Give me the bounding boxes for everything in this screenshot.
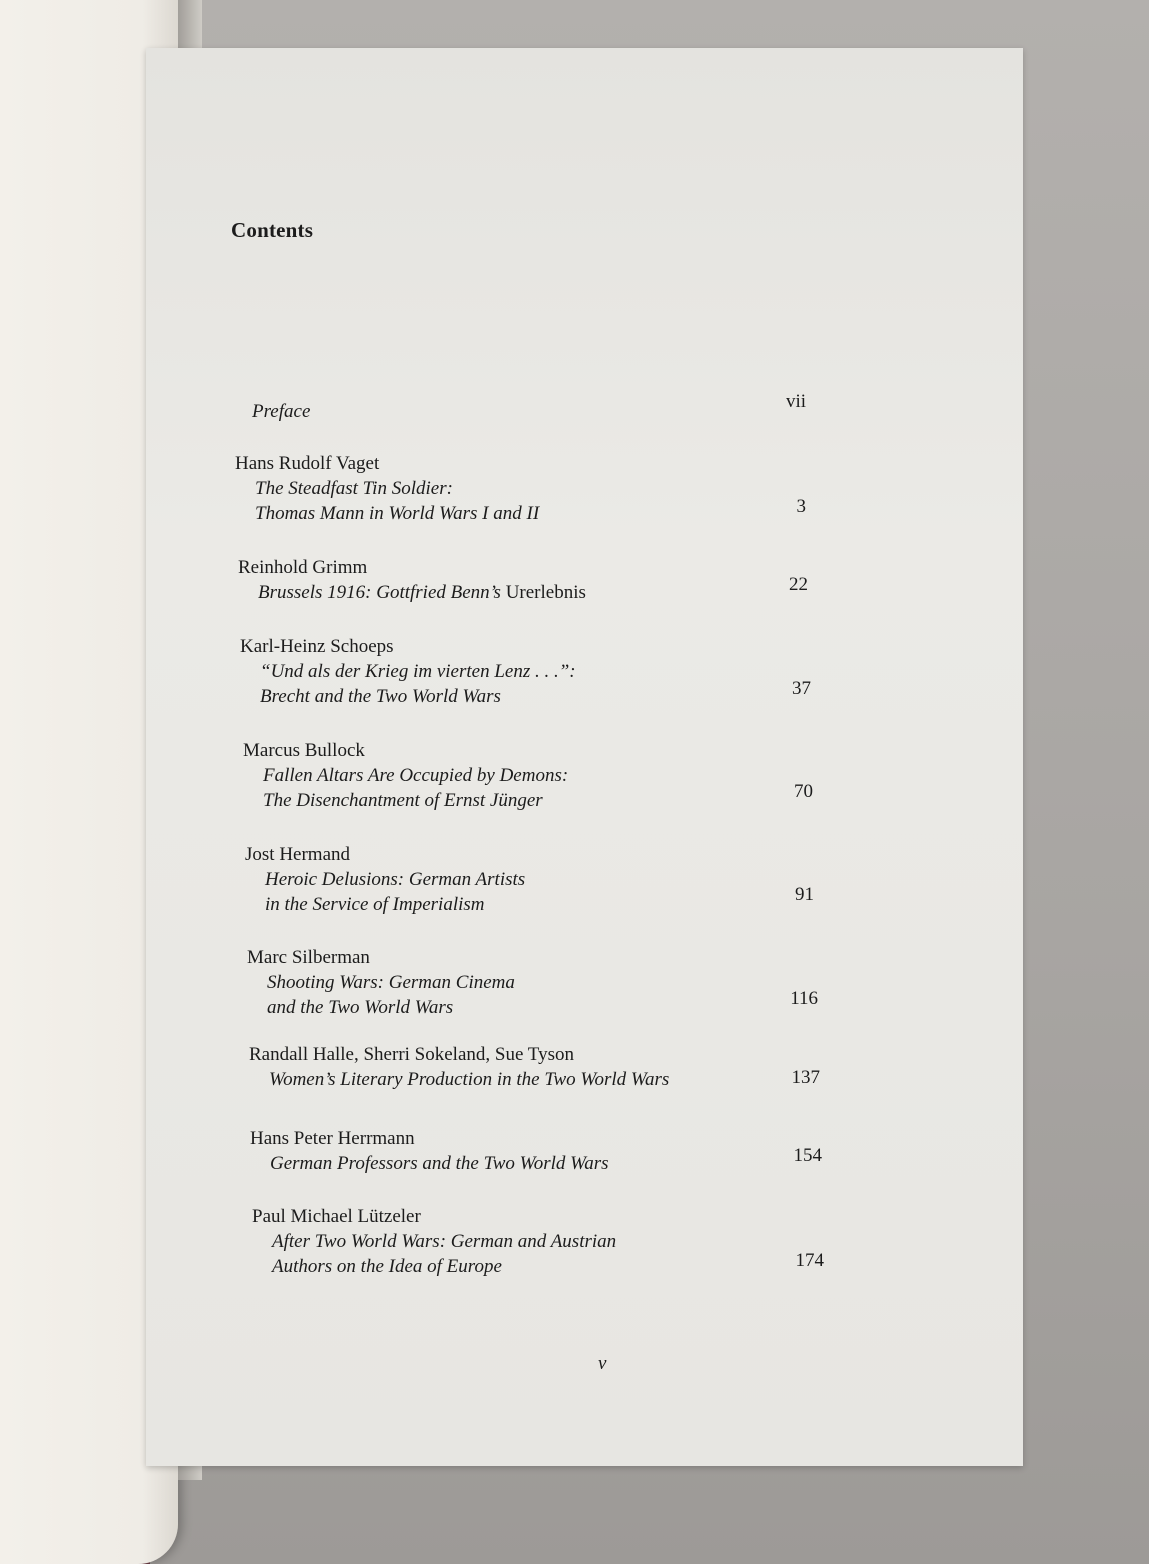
toc-entry-title: Shooting Wars: German Cinema: [267, 972, 515, 993]
toc-entry-author: Marcus Bullock: [243, 740, 365, 761]
toc-entry: [249, 1042, 849, 1092]
toc-page-number: vii: [785, 391, 806, 412]
toc-entry-title: German Professors and the Two World Wars: [270, 1153, 609, 1174]
toc-page-number: 3: [796, 496, 806, 517]
toc-entry-author: Karl-Heinz Schoeps: [240, 636, 394, 657]
toc-entry-title: “Und als der Krieg im vierten Lenz . . .”:: [260, 661, 576, 682]
toc-entry-title: Fallen Altars Are Occupied by Demons:: [263, 765, 569, 786]
toc-entry: [240, 634, 840, 709]
toc-entry-title-roman: Urerlebnis: [505, 582, 586, 603]
toc-entry-title: The Steadfast Tin Soldier:: [255, 478, 453, 499]
toc-page-number: 22: [789, 574, 808, 595]
toc-entry-title: The Disenchantment of Ernst Jünger: [263, 790, 543, 811]
toc-entry-author: Reinhold Grimm: [238, 557, 368, 578]
toc-entry-title: Authors on the Idea of Europe: [272, 1256, 502, 1277]
toc-entry-author: Jost Hermand: [245, 844, 351, 865]
page-title: Contents: [231, 218, 314, 242]
toc-page-number: 70: [794, 781, 813, 802]
toc-entry-title: Heroic Delusions: German Artists: [265, 869, 526, 890]
toc-entry: [252, 1204, 852, 1279]
toc-page-number: 116: [790, 988, 818, 1009]
toc-entry: [250, 1126, 850, 1176]
toc-entry-title: After Two World Wars: German and Austrian: [272, 1231, 617, 1252]
page-folio: v: [598, 1353, 607, 1374]
toc-entry: [235, 451, 835, 526]
toc-entry-title: Thomas Mann in World Wars I and II: [255, 503, 540, 524]
toc-entry-title-text: Brussels 1916: Gottfried Benn’s: [258, 582, 501, 603]
toc-entry-author: Hans Rudolf Vaget: [235, 453, 380, 474]
toc-entry-title: in the Service of Imperialism: [265, 894, 485, 915]
toc-entry-author: Hans Peter Herrmann: [250, 1128, 415, 1149]
toc-page-number: 174: [795, 1250, 824, 1271]
toc-entry-author: Marc Silberman: [247, 947, 370, 968]
toc-page-number: 37: [792, 678, 811, 699]
toc-entry: [247, 945, 847, 1020]
toc-entry-title: Preface: [252, 401, 311, 422]
toc-entry-title: Women’s Literary Production in the Two World Wars: [269, 1069, 670, 1090]
toc-entry-title: and the Two World Wars: [267, 997, 454, 1018]
toc-page-number: 91: [795, 884, 814, 905]
toc-page-number: 154: [793, 1145, 822, 1166]
toc-entry-author: Randall Halle, Sherri Sokeland, Sue Tyson: [249, 1044, 574, 1065]
toc-entry-title: Brecht and the Two World Wars: [260, 686, 501, 707]
toc-page-number: 137: [791, 1067, 820, 1088]
toc-entry-author: Paul Michael Lützeler: [252, 1206, 421, 1227]
contents-page: [146, 48, 1023, 1466]
